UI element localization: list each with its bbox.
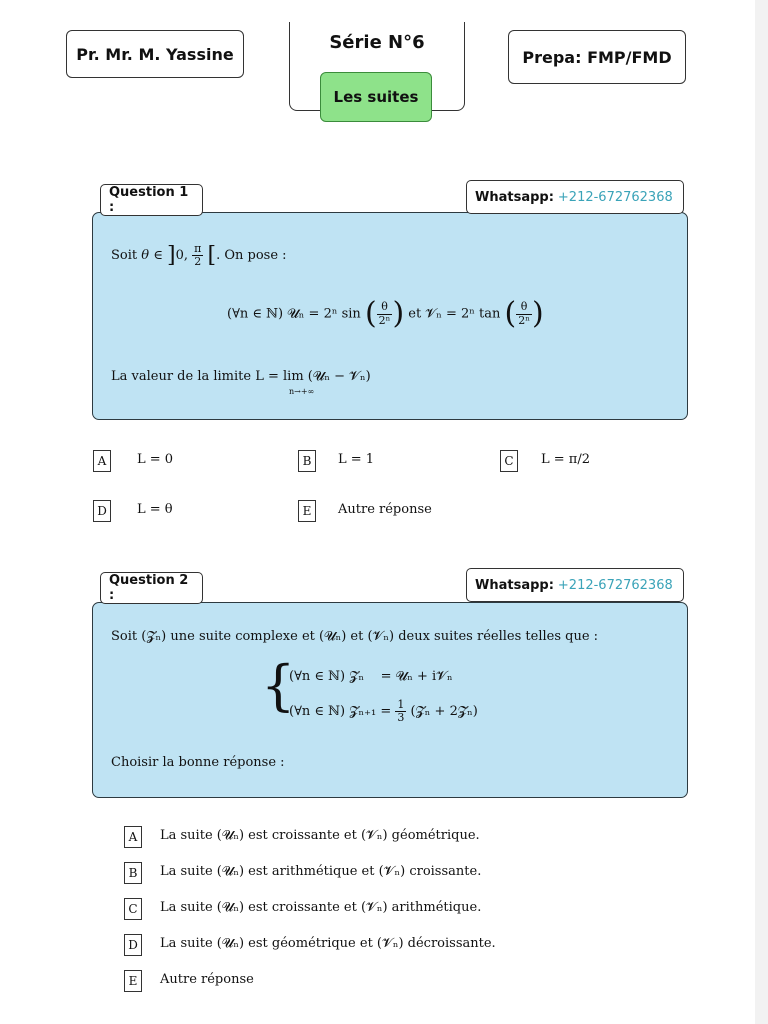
q1-intro-end: . On pose :	[216, 248, 287, 264]
q1-answer-letter[interactable]: C	[500, 450, 518, 472]
q1-intro-start: Soit	[111, 248, 138, 264]
q2-system-line-1: (∀n ∈ ℕ) 𝓩ₙ = 𝓤ₙ + i𝓥ₙ	[289, 669, 453, 684]
q1-answer-text: L = 0	[137, 452, 174, 467]
q2-answer-text: Autre réponse	[160, 972, 254, 987]
q2-choose: Choisir la bonne réponse :	[111, 755, 285, 770]
q1-limit-sub: n→+∞	[289, 387, 315, 396]
question-2-whatsapp[interactable]	[466, 568, 684, 602]
author-box: Pr. Mr. M. Yassine	[66, 30, 244, 78]
q1-intro: Soit θ ∈ ]0, $\frac{\pi}{2}$ [. On pose :	[111, 242, 287, 269]
q1-frac-den-1: 2ⁿ	[378, 313, 391, 327]
serie-title: Série N°6	[329, 32, 425, 53]
q2-answer-text: La suite (𝓤ₙ) est croissante et (𝓥ₙ) géométrique.	[160, 828, 480, 843]
q2-answer-text: La suite (𝓤ₙ) est géométrique et (𝓥ₙ) décroissante.	[160, 936, 496, 951]
q2-answer-letter[interactable]: A	[124, 826, 142, 848]
q1-answer-text: L = 1	[338, 452, 375, 467]
q1-answer-letter[interactable]: E	[298, 500, 316, 522]
serie-frame	[289, 22, 465, 111]
whatsapp-label: Whatsapp:	[475, 577, 554, 593]
q2-system-brace: {	[261, 654, 296, 717]
q1-def-prefix: (∀n ∈ ℕ)	[227, 306, 284, 322]
q1-answer-text: Autre réponse	[338, 502, 432, 517]
q1-answer-letter[interactable]: B	[298, 450, 316, 472]
q1-limit-expr: L = lim (𝓤ₙ − 𝓥ₙ)	[255, 369, 371, 384]
q1-limit	[111, 369, 371, 384]
q2-sys-line2-lhs: (∀n ∈ ℕ) 𝓩ₙ₊₁ =	[289, 704, 392, 720]
whatsapp-number[interactable]: +212-672762368	[557, 577, 673, 593]
q1-def-u: 𝓤ₙ = 2ⁿ sin	[287, 306, 361, 322]
q1-answer-text: L = π/2	[541, 452, 590, 467]
serie-subject-badge: Les suites	[320, 72, 432, 122]
q1-answer-text: L = θ	[137, 502, 173, 517]
q2-answer-text: La suite (𝓤ₙ) est croissante et (𝓥ₙ) arithmétique.	[160, 900, 482, 915]
q1-frac-num-1: θ	[377, 301, 393, 314]
q2-intro: Soit (𝓩ₙ) une suite complexe et (𝓤ₙ) et (𝓥ₙ) deux suites réelles telles que :	[111, 629, 599, 644]
q2-sys-frac-den: 3	[397, 711, 405, 725]
whatsapp-label: Whatsapp:	[475, 189, 554, 205]
whatsapp-number[interactable]: +212-672762368	[557, 189, 673, 205]
q2-answer-letter[interactable]: E	[124, 970, 142, 992]
prepa-box: Prepa: FMP/FMD	[508, 30, 686, 84]
q2-answer-text: La suite (𝓤ₙ) est arithmétique et (𝓥ₙ) croissante.	[160, 864, 482, 879]
q1-answer-letter[interactable]: D	[93, 500, 111, 522]
q1-def-v: 𝓥ₙ = 2ⁿ tan	[425, 306, 501, 322]
q1-answer-letter[interactable]: A	[93, 450, 111, 472]
q1-limit-label: La valeur de la limite	[111, 369, 252, 384]
q1-frac-den-2: 2ⁿ	[518, 313, 530, 327]
q2-sys-frac-num: 1	[397, 698, 405, 711]
q2-answer-letter[interactable]: C	[124, 898, 142, 920]
q2-answer-letter[interactable]: B	[124, 862, 142, 884]
q2-sys-line2-rhs: (𝓩ₙ + 2𝓩̄ₙ)	[410, 704, 478, 720]
q2-system-line-2	[289, 699, 478, 724]
question-1-tag: Question 1 :	[100, 184, 203, 216]
question-2-panel	[92, 602, 688, 798]
right-margin-strip	[755, 0, 768, 1024]
q1-definition: (∀n ∈ ℕ) 𝓤ₙ = 2ⁿ sin ( $\frac{\theta}{\text{2ⁿ}}$ ) et 𝓥ₙ = 2ⁿ tan ( $\frac{\theta}{\text{2ⁿ}}$ )	[227, 296, 544, 331]
question-2-tag: Question 2 :	[100, 572, 203, 604]
q1-def-and: et	[408, 306, 422, 322]
question-1-panel	[92, 212, 688, 420]
question-1-whatsapp[interactable]	[466, 180, 684, 214]
q2-answer-letter[interactable]: D	[124, 934, 142, 956]
q1-frac-num-2: θ	[516, 301, 532, 314]
